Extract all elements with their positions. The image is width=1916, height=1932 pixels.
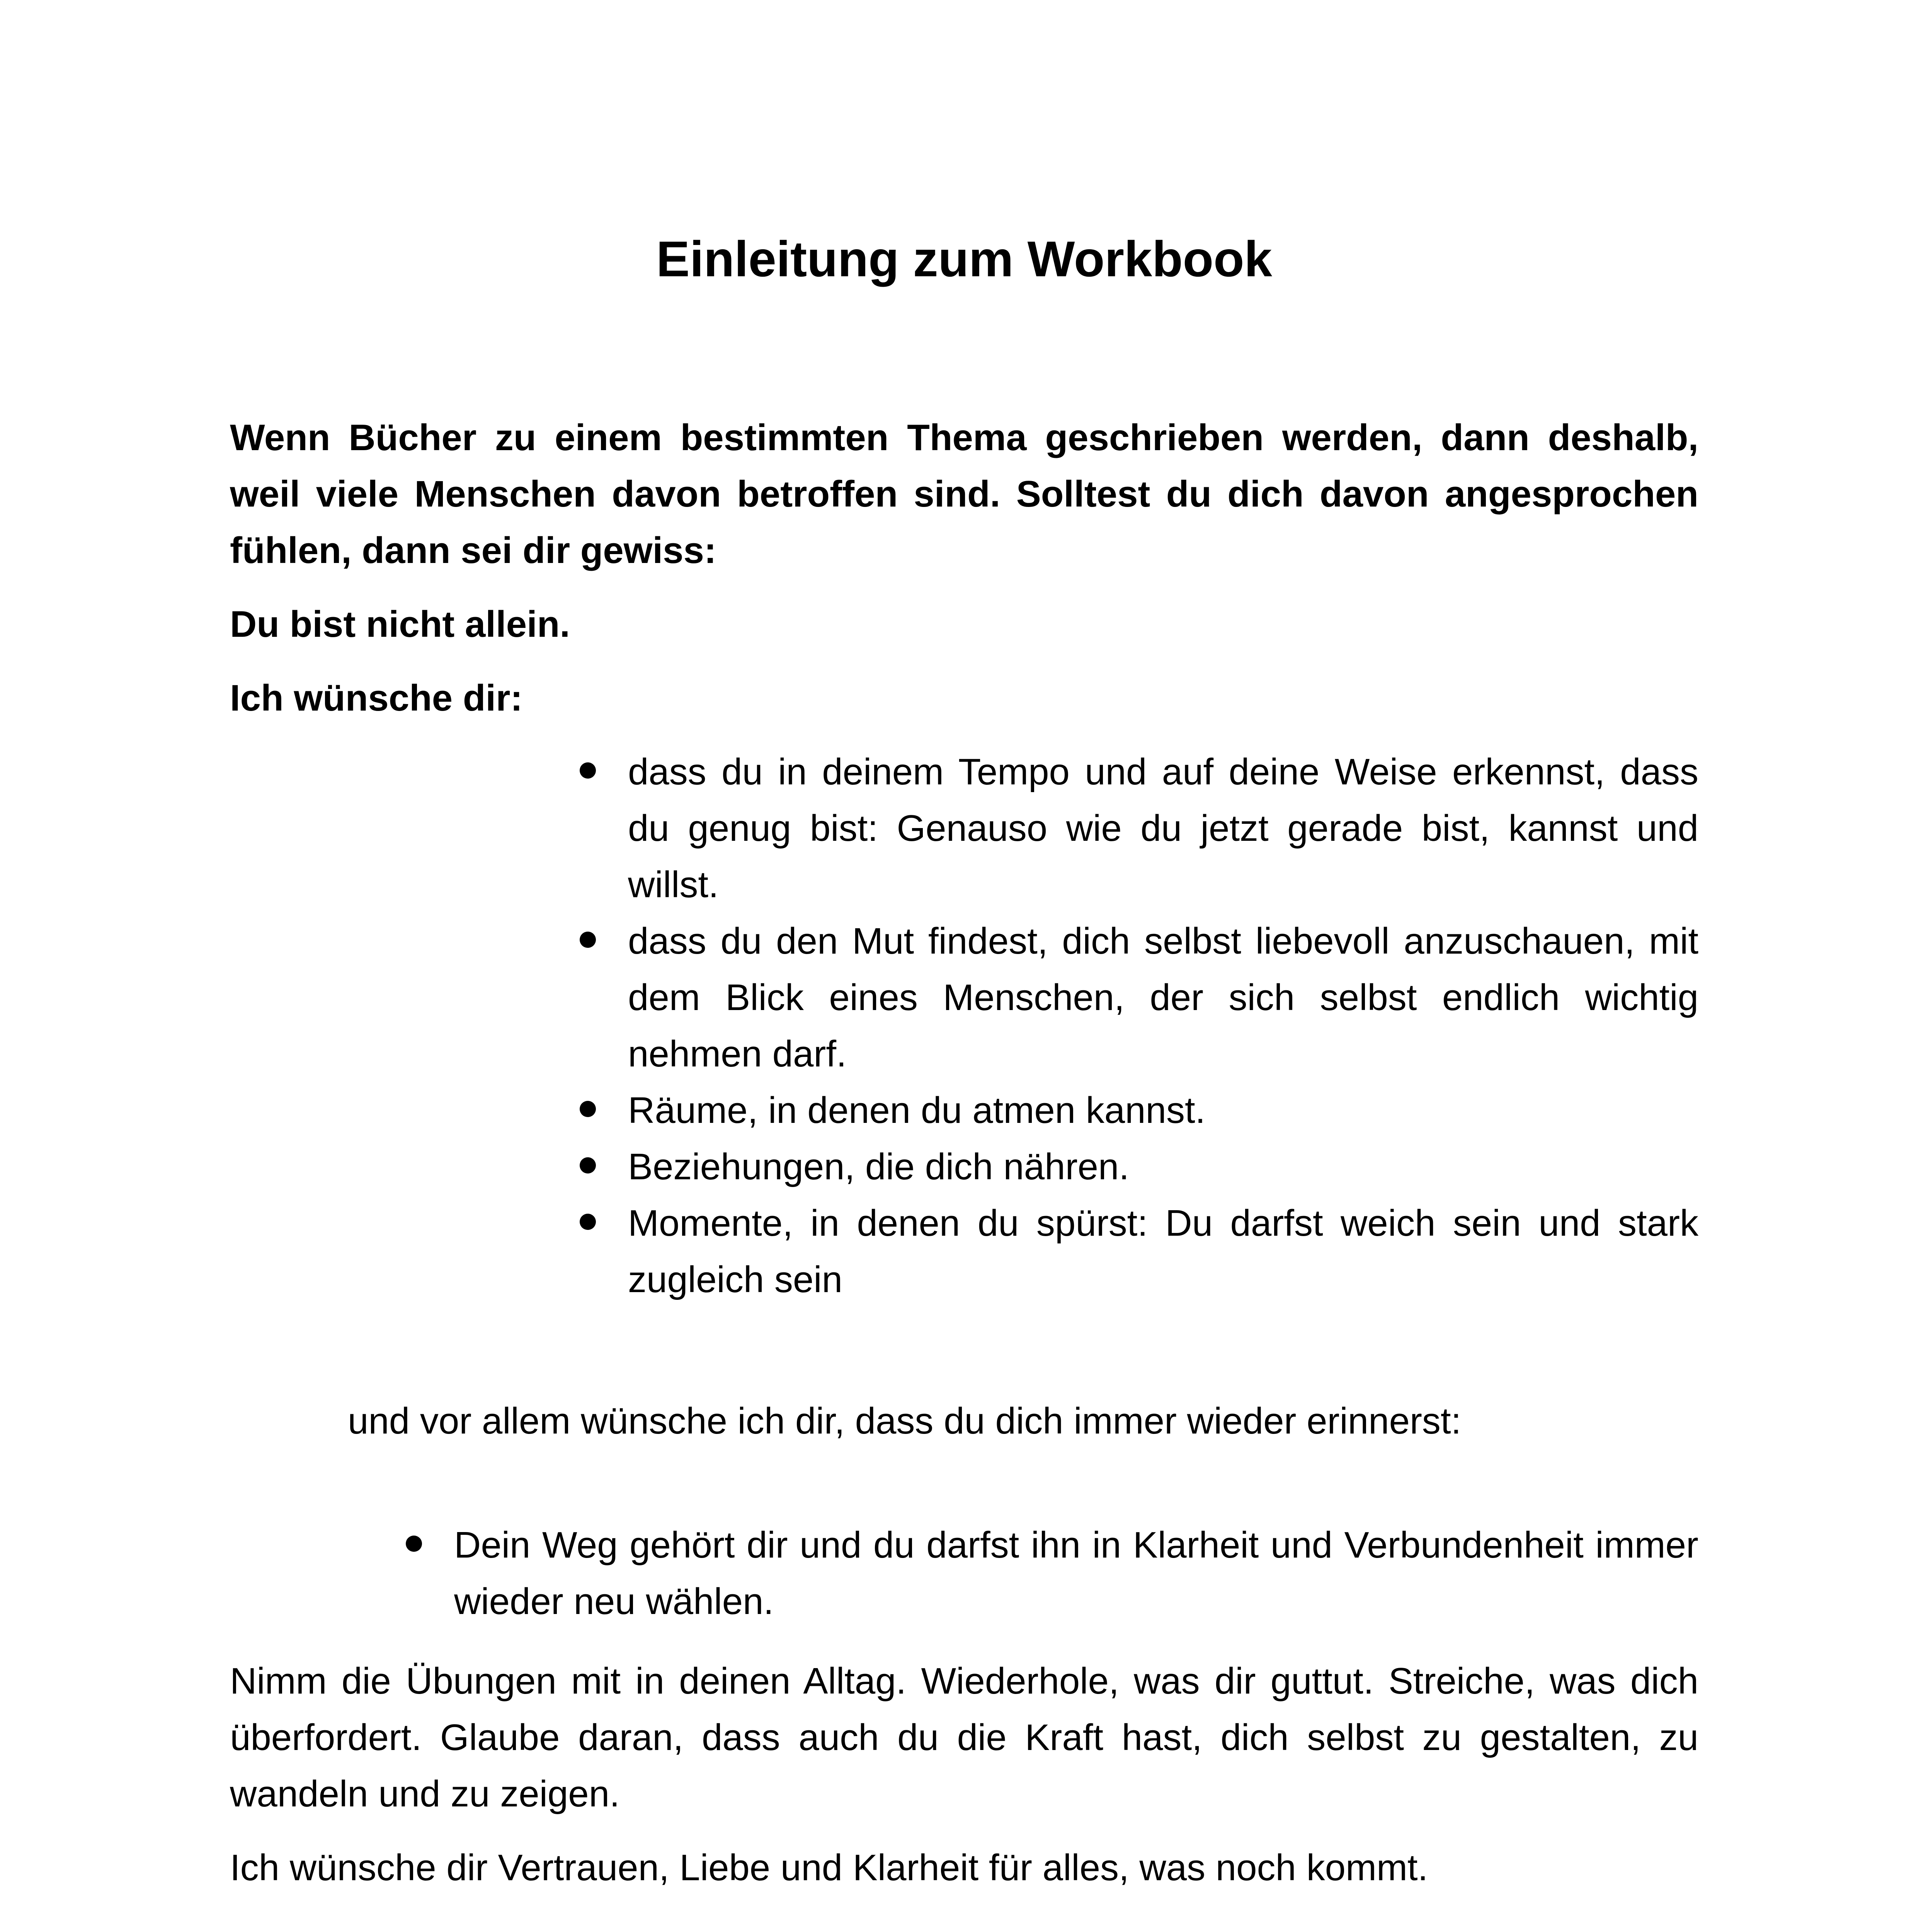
list-item: Beziehungen, die dich nähren. xyxy=(576,1139,1698,1195)
letter-content xyxy=(230,224,1698,1932)
above-all-line: und vor allem wünsche ich dir, dass du dich immer wieder erinnerst: xyxy=(348,1400,1462,1442)
list-item: Räume, in denen du atmen kannst. xyxy=(576,1082,1698,1139)
list-item: dass du den Mut findest, dich selbst liebevoll anzuschauen, mit dem Blick eines Menschen, der sich selbst endlich wichtig nehmen darf. xyxy=(576,913,1698,1082)
page-title: Einleitung zum Workbook xyxy=(656,231,1272,287)
not-alone-line: Du bist nicht allein. xyxy=(230,604,570,645)
wish-list xyxy=(576,744,1698,1308)
list-item: Momente, in denen du spürst: Du darfst weich sein und stark zugleich sein xyxy=(576,1195,1698,1308)
list-item: dass du in deinem Tempo und auf deine Weise erkennst, dass du genug bist: Genauso wie du jetzt gerade bist, kannst und willst. xyxy=(576,744,1698,913)
wish-heading: Ich wünsche dir: xyxy=(230,677,523,719)
exercises-paragraph: Nimm die Übungen mit in deinen Alltag. Wiederhole, was dir guttut. Streiche, was dich überfordert. Glaube daran, dass auch du die Kraft hast, dich selbst zu gestalten, zu wandeln und zu zeigen. xyxy=(230,1660,1698,1815)
list-item: Dein Weg gehört dir und du darfst ihn in Klarheit und Verbundenheit immer wieder neu wählen. xyxy=(402,1517,1698,1630)
closing-wish: Ich wünsche dir Vertrauen, Liebe und Klarheit für alles, was noch kommt. xyxy=(230,1847,1428,1888)
path-list xyxy=(402,1517,1698,1630)
intro-paragraph: Wenn Bücher zu einem bestimmten Thema geschrieben werden, dann deshalb, weil viele Menschen davon betroffen sind. Solltest du dich davon angesprochen fühlen, dann sei dir gewiss: xyxy=(230,417,1698,571)
